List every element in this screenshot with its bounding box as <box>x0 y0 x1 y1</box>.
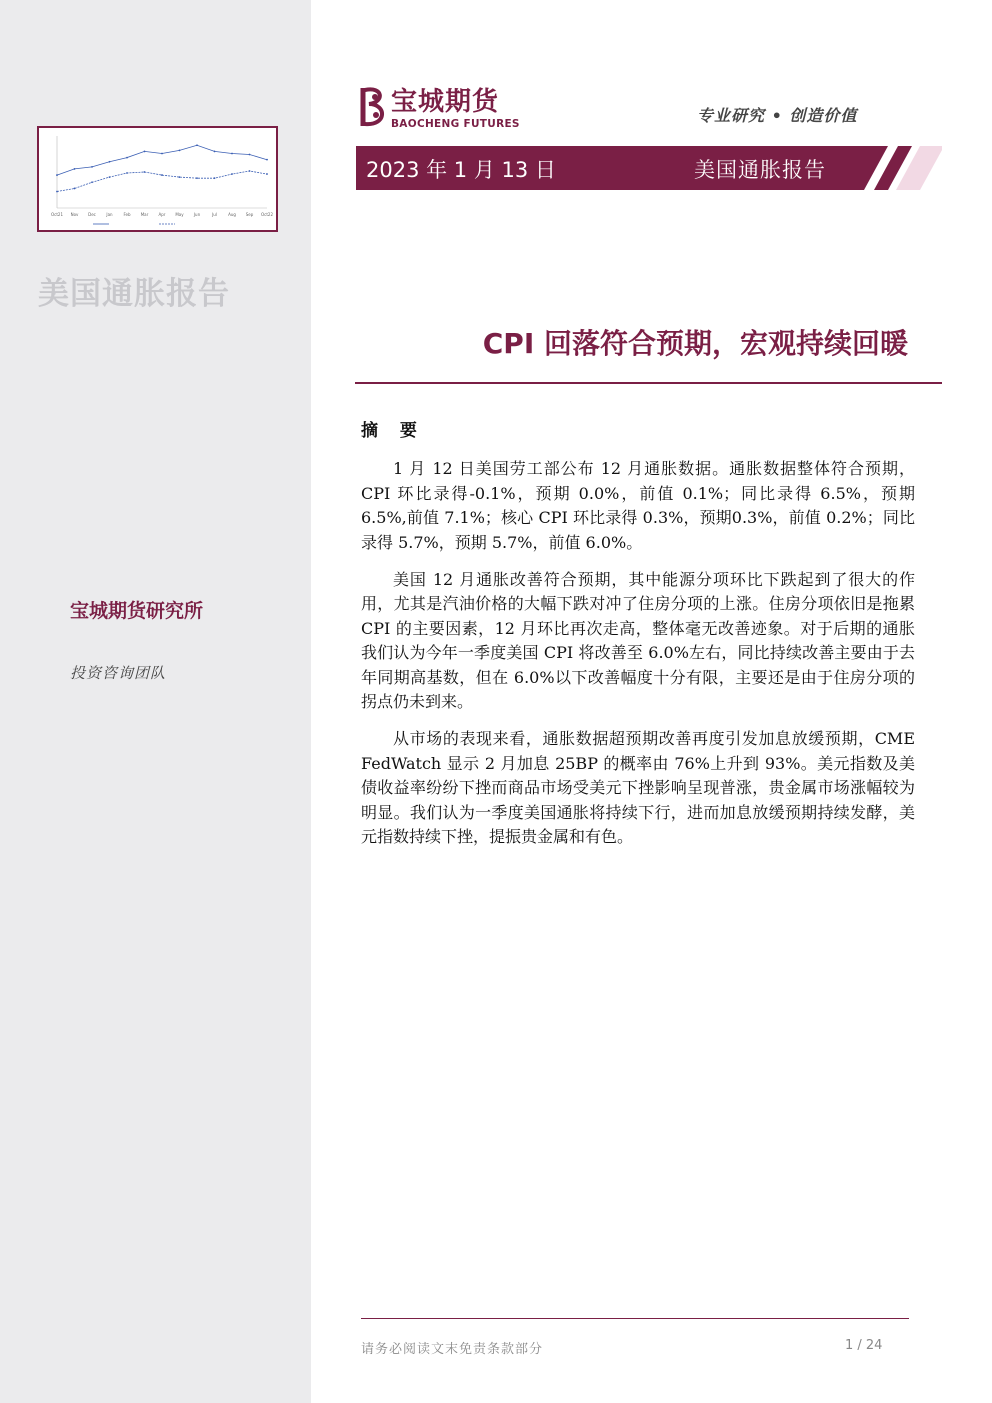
logo-mark-icon <box>357 84 389 130</box>
thumb-series-point <box>249 154 251 156</box>
thumb-x-tick-label: Jan <box>106 212 113 217</box>
thumb-series-point <box>179 176 181 178</box>
thumb-series-point <box>161 174 163 176</box>
thumb-series-point <box>179 150 181 152</box>
title-divider <box>355 382 942 384</box>
abstract-paragraph: 从市场的表现来看，通胀数据超预期改善再度引发加息放缓预期，CME FedWatch 显示 2 月加息 25BP 的概率由 76%上升到 93%。美元指数及美债收益率纷纷下挫而商品市场受美元下挫影响呈现普涨，贵金属市场涨幅较为明显。我们认为一季度美国通胀将持续下行，进而加息放缓预期持续发酵，美元指数持续下挫，提振贵金属和有色。 <box>361 729 915 846</box>
thumb-x-tick-label: Dec <box>88 212 96 217</box>
report-date: 2023 年 1 月 13 日 <box>366 158 556 182</box>
thumb-x-tick-label: Aug <box>228 212 236 217</box>
thumb-x-tick-label: Feb <box>123 212 131 217</box>
thumb-x-tick-label: Oct21 <box>50 212 64 217</box>
abstract-paragraph: 1 月 12 日美国劳工部公布 12 月通胀数据。通胀数据整体符合预期， CPI 环比录得-0.1%，预期 0.0%，前值 0.1%；同比录得 6.5%，预期 6.5%,前值 7.1%；核心 CPI 环比录得 0.3%，预期0.3%，前值 0.2%；同比录得 5.7%，预期 5.7%，前值 6.0%。 <box>361 459 915 552</box>
thumb-x-tick-label: May <box>175 212 184 217</box>
thumb-x-tick-label: Sep <box>245 212 254 217</box>
thumb-series-point <box>56 191 58 193</box>
thumb-series-point <box>91 166 93 168</box>
sidebar-report-type: 美国通胀报告 <box>38 276 230 312</box>
thumb-series-point <box>231 153 233 155</box>
thumb-series-point <box>196 177 198 179</box>
thumb-series-point <box>126 157 128 159</box>
header-band <box>356 146 942 190</box>
footer-divider <box>361 1318 909 1319</box>
sidebar-team: 投资咨询团队 <box>70 664 167 682</box>
sidebar-institute: 宝城期货研究所 <box>70 600 204 622</box>
thumb-x-tick-label: Oct22 <box>260 212 274 217</box>
thumb-series-point <box>214 151 216 153</box>
header-report-type: 美国通胀报告 <box>694 158 826 182</box>
abstract-body <box>361 457 915 862</box>
thumb-series-point <box>144 171 146 173</box>
thumb-x-tick-label: Apr <box>158 212 166 217</box>
logo-english-name: BAOCHENG FUTURES <box>391 118 520 130</box>
logo-chinese-name: 宝城期货 <box>391 87 500 117</box>
footer-disclaimer-note: 请务必阅读文末免责条款部分 <box>361 1342 544 1357</box>
thumb-series-point <box>91 181 93 183</box>
company-logo <box>357 84 527 134</box>
page-number: 1 / 24 <box>845 1338 883 1353</box>
thumb-series-point <box>109 176 111 178</box>
thumb-series-point <box>249 170 251 172</box>
sidebar <box>0 0 311 1403</box>
abstract-paragraph: 美国 12 月通胀改善符合预期，其中能源分项环比下跌起到了很大的作用，尤其是汽油价格的大幅下跌对冲了住房分项的上涨。住房分项依旧是拖累 CPI 的主要因素，12 月环比再次走高，整体毫无改善迹象。对于后期的通胀我们认为今年一季度美国 CPI 将改善至 6.0%左右，同比持续改善主要由于去年同期高基数，但在 6.0%以下改善幅度十分有限，主要还是由于住房分项的拐点仍未到来。 <box>361 569 915 711</box>
thumb-series-point <box>231 173 233 175</box>
abstract-heading: 摘 要 <box>361 421 425 441</box>
thumb-series-line <box>57 145 267 175</box>
thumb-series-point <box>266 159 268 161</box>
slogan: 专业研究 • 创造价值 <box>697 106 858 125</box>
thumb-x-tick-label: Nov <box>70 212 79 217</box>
thumb-x-tick-label: Jul <box>212 212 217 217</box>
cover-thumbnail-chart <box>37 126 278 232</box>
thumb-series-point <box>74 168 76 170</box>
thumb-series-point <box>266 173 268 175</box>
thumb-x-tick-label: Mar <box>140 212 149 217</box>
thumb-series-point <box>144 151 146 153</box>
report-title: CPI 回落符合预期，宏观持续回暖 <box>482 327 908 360</box>
thumb-series-point <box>214 177 216 179</box>
thumb-series-point <box>56 174 58 176</box>
thumb-x-tick-label: Jun <box>193 212 201 217</box>
thumb-series-point <box>126 172 128 174</box>
thumb-series-line <box>57 171 267 192</box>
thumb-series-point <box>161 153 163 155</box>
thumb-series-point <box>109 161 111 163</box>
thumbnail-chart-svg <box>39 128 276 230</box>
thumb-series-point <box>74 188 76 190</box>
thumb-series-point <box>196 144 198 146</box>
